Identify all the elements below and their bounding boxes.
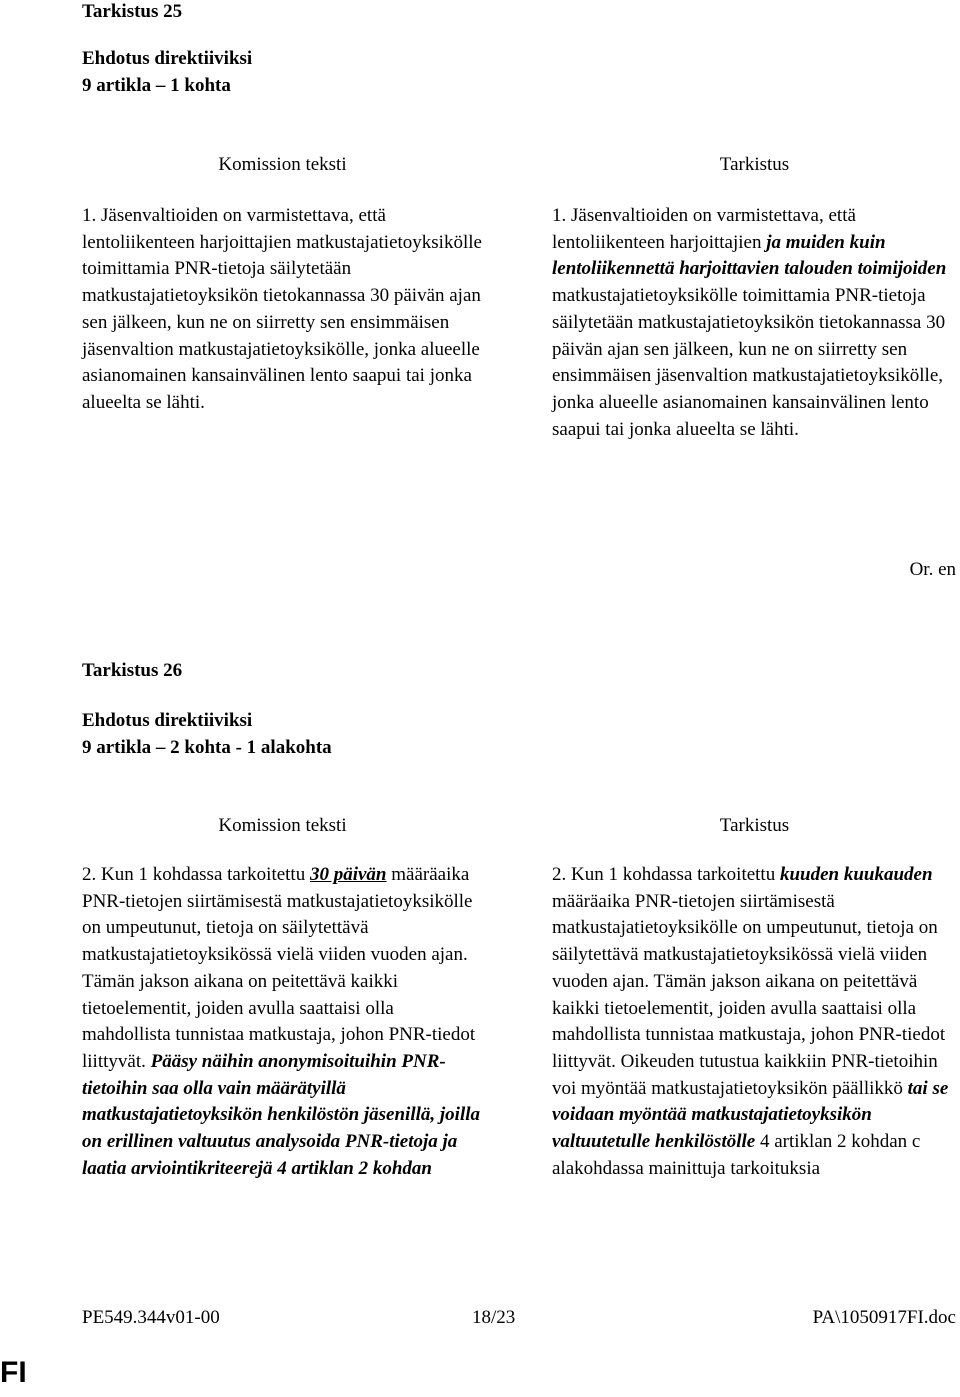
amendment-25-amendment-header: Tarkistus	[719, 154, 790, 175]
amendment-26-amendment-text: 2. Kun 1 kohdassa tarkoitettu kuuden kuukauden määräaika PNR-tietojen siirtämisestä matkustajatietoyksikölle on umpeutunut, tietoja on säilytettävä matkustajatietoyksikössä vielä viiden vuoden ajan. Tämän jakson aikana on peitettävä kaikki tietoelementit, joiden avulla saattaisi olla mahdollista tunnistaa matkustaja, johon PNR-tiedot liittyvät. Oikeuden tutustua kaikkiin PNR-tietoihin voi myöntää matkustajatietoyksikön päällikkö tai se voidaan myöntää matkustajatietoyksikön valtuutetulle henkilöstölle 4 artiklan 2 kohdan c alakohdassa mainittuja tarkoituksia	[552, 864, 949, 1179]
footer-page-number: 18/23	[472, 1307, 516, 1328]
amendment-26-title: Tarkistus 26	[82, 660, 183, 681]
amendment-26-commission-header: Komission teksti	[218, 815, 347, 836]
language-code: FI	[0, 1356, 27, 1389]
amendment-26-proposal: Ehdotus direktiiviksi	[82, 710, 253, 731]
amendment-25-article: 9 artikla – 1 kohta	[82, 75, 231, 96]
amendment-26-commission-text: 2. Kun 1 kohdassa tarkoitettu 30 päivän määräaika PNR-tietojen siirtämisestä matkustajatietoyksikölle on umpeutunut, tietoja on säilytettävä matkustajatietoyksikössä vielä viiden vuoden ajan. Tämän jakson aikana on peitettävä kaikki tietoelementit, joiden avulla saattaisi olla mahdollista tunnistaa matkustaja, johon PNR-tiedot liittyvät. Pääsy näihin anonymisoituihin PNR-tietoihin saa olla vain määrätyillä matkustajatietoyksikön henkilöstön jäsenillä, joilla on erillinen valtuutus analysoida PNR-tietoja ja laatia arviointikriteerejä 4 artiklan 2 kohdan	[82, 864, 481, 1179]
amendment-25-added-text: ja muiden kuin lentoliikennettä harjoittavien talouden toimijoiden	[552, 231, 947, 280]
amendment-26-added-text: tai se voidaan myöntää matkustajatietoyksikön valtuutetulle henkilöstölle	[552, 1077, 949, 1153]
origin-language: Or. en	[909, 559, 956, 580]
amendment-26-deleted-term: 30 päivän	[309, 864, 387, 885]
footer-file-name: PA\1050917FI.doc	[812, 1307, 956, 1328]
amendment-25-commission-header: Komission teksti	[218, 154, 347, 175]
amendment-26-added-term: kuuden kuukauden	[779, 864, 933, 885]
amendment-26-article: 9 artikla – 2 kohta - 1 alakohta	[82, 737, 332, 758]
amendment-26-deleted-text: Pääsy näihin anonymisoituihin PNR-tietoihin saa olla vain määrätyillä matkustajatietoyksikön henkilöstön jäsenillä, joilla on erillinen valtuutus analysoida PNR-tietoja ja laatia arviointikriteerejä 4 artiklan 2 kohdan	[82, 1050, 481, 1179]
amendment-25-commission-text: 1. Jäsenvaltioiden on varmistettava, että lentoliikenteen harjoittajien matkustajatietoyksikölle toimittamia PNR-tietoja säilytetään matkustajatietoyksikön tietokannassa 30 päivän ajan sen jälkeen, kun ne on siirretty sen ensimmäisen jäsenvaltion matkustajatietoyksikölle, jonka alueelle asianomainen kansainvälinen lento saapui tai jonka alueelta se lähti.	[82, 205, 482, 413]
amendment-26-amendment-header: Tarkistus	[719, 815, 790, 836]
amendment-25-proposal: Ehdotus direktiiviksi	[82, 48, 253, 69]
amendment-25-amendment-text: 1. Jäsenvaltioiden on varmistettava, että lentoliikenteen harjoittajien ja muiden kuin lentoliikennettä harjoittavien talouden toimijoiden matkustajatietoyksikölle toimittamia PNR-tietoja säilytetään matkustajatietoyksikön tietokannassa 30 päivän ajan sen jälkeen, kun ne on siirretty sen ensimmäisen jäsenvaltion matkustajatietoyksikölle, jonka alueelle asianomainen kansainvälinen lento saapui tai jonka alueelta se lähti.	[552, 205, 947, 440]
footer-doc-ref: PE549.344v01-00	[82, 1307, 220, 1328]
amendment-25-title: Tarkistus 25	[82, 1, 183, 22]
